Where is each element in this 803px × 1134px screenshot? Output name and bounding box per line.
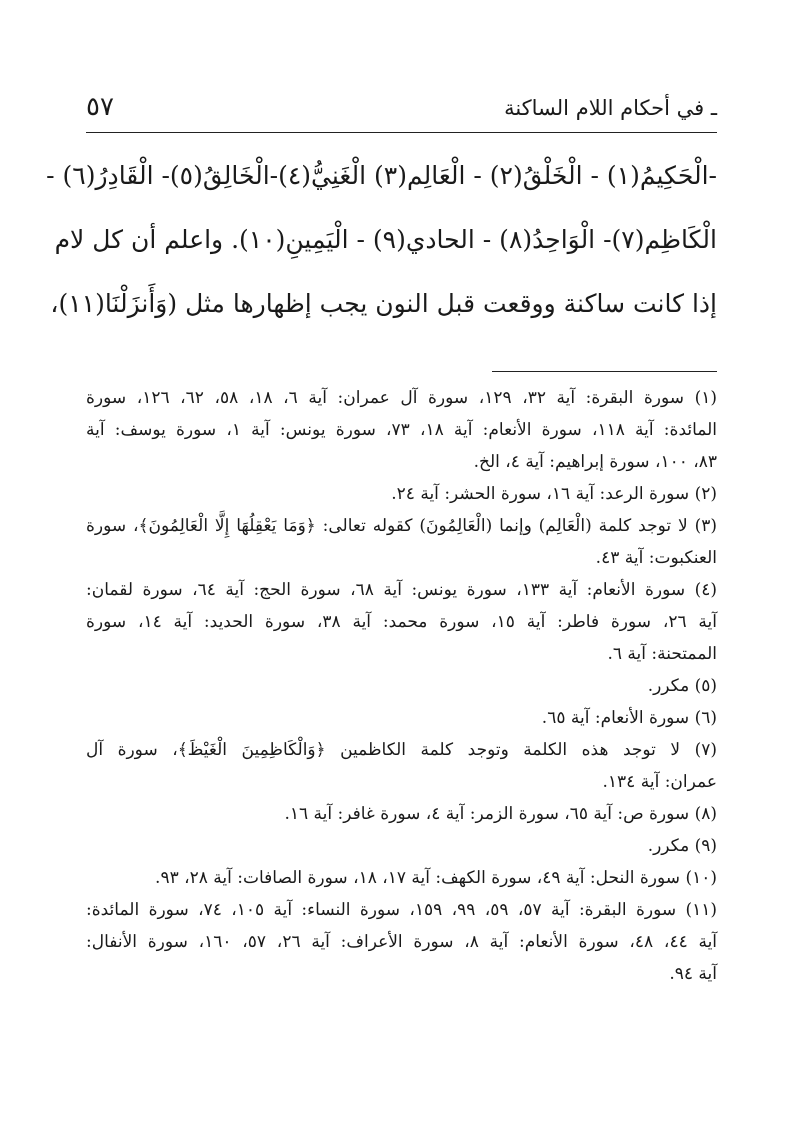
footnote-line: الممتحنة: آية ٦. (607, 644, 717, 664)
footnote-line: آية ٩٤. (669, 964, 717, 984)
main-text-line: الْكَاظِم(٧)- الْوَاحِدُ(٨) - الحادي(٩) - الْيَمِينِ(١٠). واعلم أن كل لام (54, 225, 717, 254)
main-text-line: إذا كانت ساكنة ووقعت قبل النون يجب إظهارها مثل (وَأَنزَلْنَا(١١)، (50, 289, 717, 318)
footnote-line: عمران: آية ١٣٤. (602, 772, 717, 792)
footnote-5 (86, 670, 717, 702)
main-text-line: -الْحَكِيمُ(١) - الْخَلْقُ(٢) - الْعَالِم(٣) الْغَنِيُّ(٤)-الْخَالِقُ(٥)- الْقَادِرُ(٦) - (46, 161, 717, 190)
footnote-line: (٤) سورة الأنعام: آية ١٣٣، سورة يونس: آية ٦٨، سورة الحج: آية ٦٤، سورة لقمان: (86, 580, 717, 600)
footnote-2 (86, 478, 717, 510)
running-header-title: ـ في أحكام اللام الساكنة (504, 96, 717, 120)
footnote-line: (١) سورة البقرة: آية ٣٢، ١٢٩، سورة آل عمران: آية ٦، ١٨، ٥٨، ٦٢، ١٢٦، سورة (86, 388, 718, 408)
footnote-line: (١٠) سورة النحل: آية ٤٩، سورة الكهف: آية ١٧، ١٨، سورة الصافات: آية ٢٨، ٩٣. (155, 868, 717, 888)
page-number: ٥٧ (86, 92, 114, 122)
footnote-line: المائدة: آية ١١٨، سورة الأنعام: آية ١٨، ٧٣، سورة يونس: آية ١، سورة يوسف: آية (86, 420, 718, 440)
footnote-3 (86, 510, 717, 574)
footnote-line: آية ٢٦، سورة فاطر: آية ١٥، سورة محمد: آية ٣٨، سورة الحديد: آية ١٤، سورة (86, 612, 717, 632)
footnote-9 (86, 830, 717, 862)
footnote-1 (86, 382, 717, 478)
footnote-line: ٨٣، ١٠٠، سورة إبراهيم: آية ٤، الخ. (473, 452, 717, 472)
footnote-separator (492, 371, 717, 372)
header-rule (86, 132, 717, 133)
footnotes (86, 382, 717, 990)
footnote-4 (86, 574, 717, 670)
main-text (46, 144, 717, 336)
footnote-line: (٨) سورة ص: آية ٦٥، سورة الزمر: آية ٤، سورة غافر: آية ١٦. (284, 804, 717, 824)
footnote-7 (86, 734, 717, 798)
footnote-11 (86, 894, 717, 990)
footnote-line: (٧) لا توجد هذه الكلمة وتوجد كلمة الكاظمين ﴿وَالْكَاظِمِينَ الْغَيْظَ﴾، سورة آل (86, 740, 717, 760)
footnote-10 (86, 862, 717, 894)
footnote-line: (٣) لا توجد كلمة (الْعَالِم) وإنما (الْعَالِمُونَ) كقوله تعالى: ﴿وَمَا يَعْقِلُهَا إِلَّا الْعَالِمُونَ﴾، سورة (86, 516, 717, 536)
footnote-line: (١١) سورة البقرة: آية ٥٧، ٥٩، ٩٩، ١٥٩، سورة النساء: آية ١٠٥، ٧٤، سورة المائدة: (86, 900, 718, 920)
footnote-8 (86, 798, 717, 830)
footnote-line: (٦) سورة الأنعام: آية ٦٥. (541, 708, 717, 728)
footnote-line: (٢) سورة الرعد: آية ١٦، سورة الحشر: آية ٢٤. (391, 484, 717, 504)
footnote-line: (٥) مكرر. (647, 676, 717, 696)
footnote-line: (٩) مكرر. (647, 836, 717, 856)
footnote-line: العنكبوت: آية ٤٣. (595, 548, 717, 568)
footnote-line: آية ٤٤، ٤٨، سورة الأنعام: آية ٨، سورة الأعراف: آية ٢٦، ٥٧، ١٦٠، سورة الأنفال: (86, 932, 718, 952)
footnote-6 (86, 702, 717, 734)
running-header (86, 88, 717, 128)
